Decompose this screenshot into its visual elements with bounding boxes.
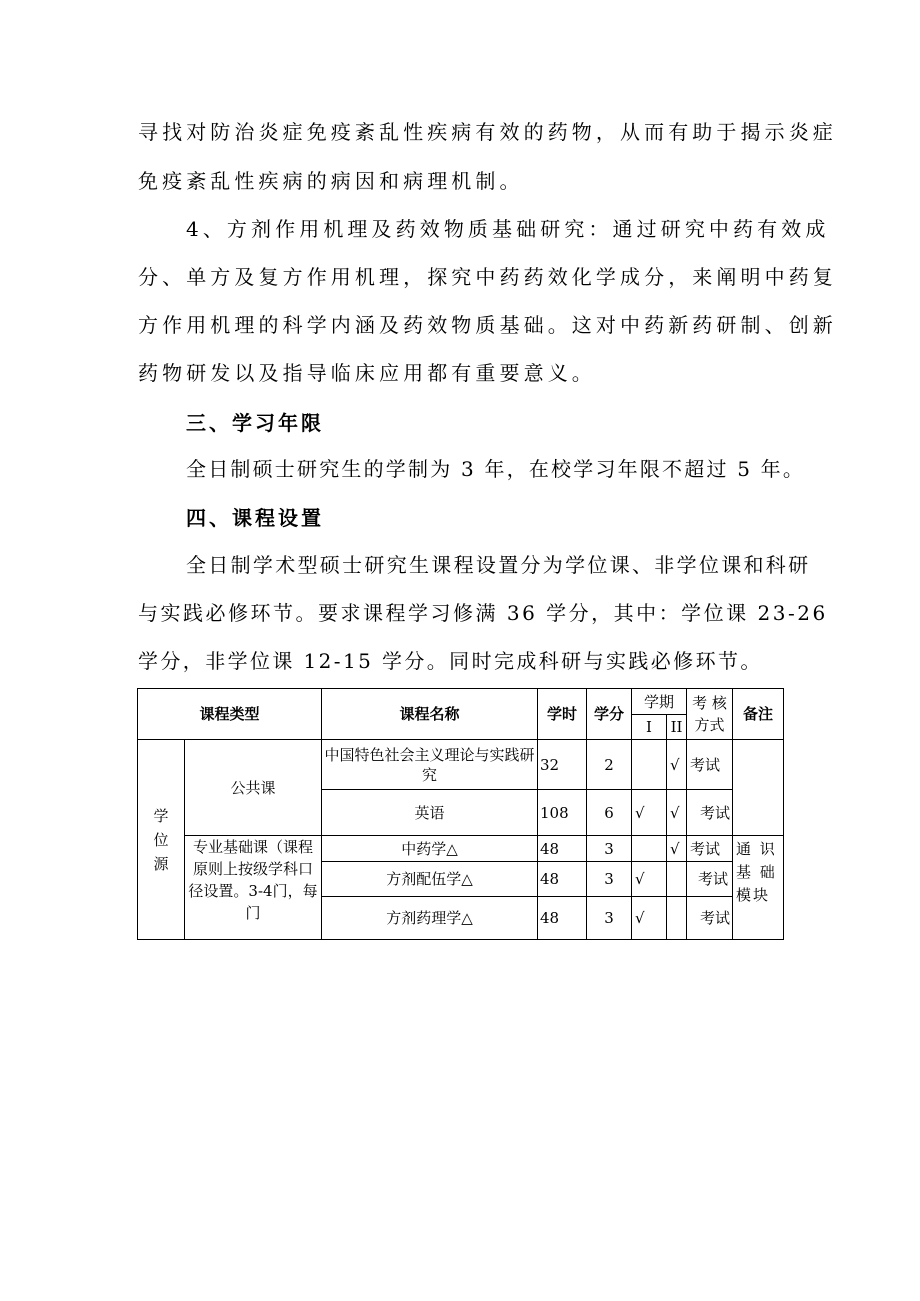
paragraph-line-1: 寻找对防治炎症免疫紊乱性疾病有效的药物，从而有助于揭示炎症 bbox=[138, 120, 837, 144]
course-hours: 48 bbox=[538, 862, 587, 897]
course-hours: 48 bbox=[538, 897, 587, 940]
course-name: 英语 bbox=[322, 790, 538, 836]
course-credit: 3 bbox=[587, 897, 632, 940]
course-term-1: √ bbox=[632, 790, 667, 836]
header-remark: 备注 bbox=[733, 689, 784, 740]
remark-module: 通 识基 础模块 bbox=[733, 836, 784, 940]
header-term-1: I bbox=[632, 715, 667, 740]
public-course-label: 公共课 bbox=[185, 740, 322, 836]
group-degree-course: 学位源 bbox=[138, 740, 185, 940]
header-course-name: 课程名称 bbox=[322, 689, 538, 740]
course-name: 方剂药理学△ bbox=[322, 897, 538, 940]
course-term-2: √ bbox=[667, 790, 687, 836]
course-hours: 48 bbox=[538, 836, 587, 862]
paragraph-line-3: 4、方剂作用机理及药效物质基础研究：通过研究中药有效成 bbox=[186, 217, 830, 241]
header-term: 学期 bbox=[632, 689, 687, 715]
course-exam: 考试 bbox=[687, 862, 733, 897]
course-exam: 考试 bbox=[687, 836, 733, 862]
course-exam: 考试 bbox=[687, 897, 733, 940]
section4-heading: 四、课程设置 bbox=[186, 506, 324, 530]
course-term-2: √ bbox=[667, 836, 687, 862]
course-name: 中国特色社会主义理论与实践研究 bbox=[322, 740, 538, 790]
course-hours: 108 bbox=[538, 790, 587, 836]
remark-empty bbox=[733, 740, 784, 836]
header-credit: 学分 bbox=[587, 689, 632, 740]
section4-line-3: 学分，非学位课 12-15 学分。同时完成科研与实践必修环节。 bbox=[138, 649, 763, 673]
course-credit: 2 bbox=[587, 740, 632, 790]
course-term-2 bbox=[667, 897, 687, 940]
course-term-1: √ bbox=[632, 862, 667, 897]
course-term-2: √ bbox=[667, 740, 687, 790]
section4-line-2: 与实践必修环节。要求课程学习修满 36 学分，其中：学位课 23-26 bbox=[138, 601, 828, 625]
paragraph-line-6: 药物研发以及指导临床应用都有重要意义。 bbox=[138, 361, 596, 385]
section3-heading: 三、学习年限 bbox=[186, 411, 324, 435]
course-credit: 3 bbox=[587, 836, 632, 862]
course-exam: 考试 bbox=[687, 740, 733, 790]
course-credit: 3 bbox=[587, 862, 632, 897]
course-credit: 6 bbox=[587, 790, 632, 836]
major-course-label: 专业基础课（课程原则上按级学科口径设置。3-4门，每门 bbox=[185, 836, 322, 940]
paragraph-line-2: 免疫紊乱性疾病的病因和病理机制。 bbox=[138, 169, 524, 193]
course-term-1: √ bbox=[632, 897, 667, 940]
header-hours: 学时 bbox=[538, 689, 587, 740]
course-term-2 bbox=[667, 862, 687, 897]
course-name: 方剂配伍学△ bbox=[322, 862, 538, 897]
course-hours: 32 bbox=[538, 740, 587, 790]
course-name: 中药学△ bbox=[322, 836, 538, 862]
section3-text: 全日制硕士研究生的学制为 3 年，在校学习年限不超过 5 年。 bbox=[186, 457, 806, 481]
header-exam-method: 考 核方式 bbox=[687, 689, 733, 740]
course-term-1 bbox=[632, 740, 667, 790]
paragraph-line-5: 方作用机理的科学内涵及药效物质基础。这对中药新药研制、创新 bbox=[138, 313, 837, 337]
header-course-type: 课程类型 bbox=[138, 689, 322, 740]
course-term-1 bbox=[632, 836, 667, 862]
paragraph-line-4: 分、单方及复方作用机理，探究中药药效化学成分，来阐明中药复 bbox=[138, 265, 837, 289]
course-exam: 考试 bbox=[687, 790, 733, 836]
course-table bbox=[137, 688, 784, 940]
header-term-2: II bbox=[667, 715, 687, 740]
section4-line-1: 全日制学术型硕士研究生课程设置分为学位课、非学位课和科研 bbox=[186, 553, 811, 577]
